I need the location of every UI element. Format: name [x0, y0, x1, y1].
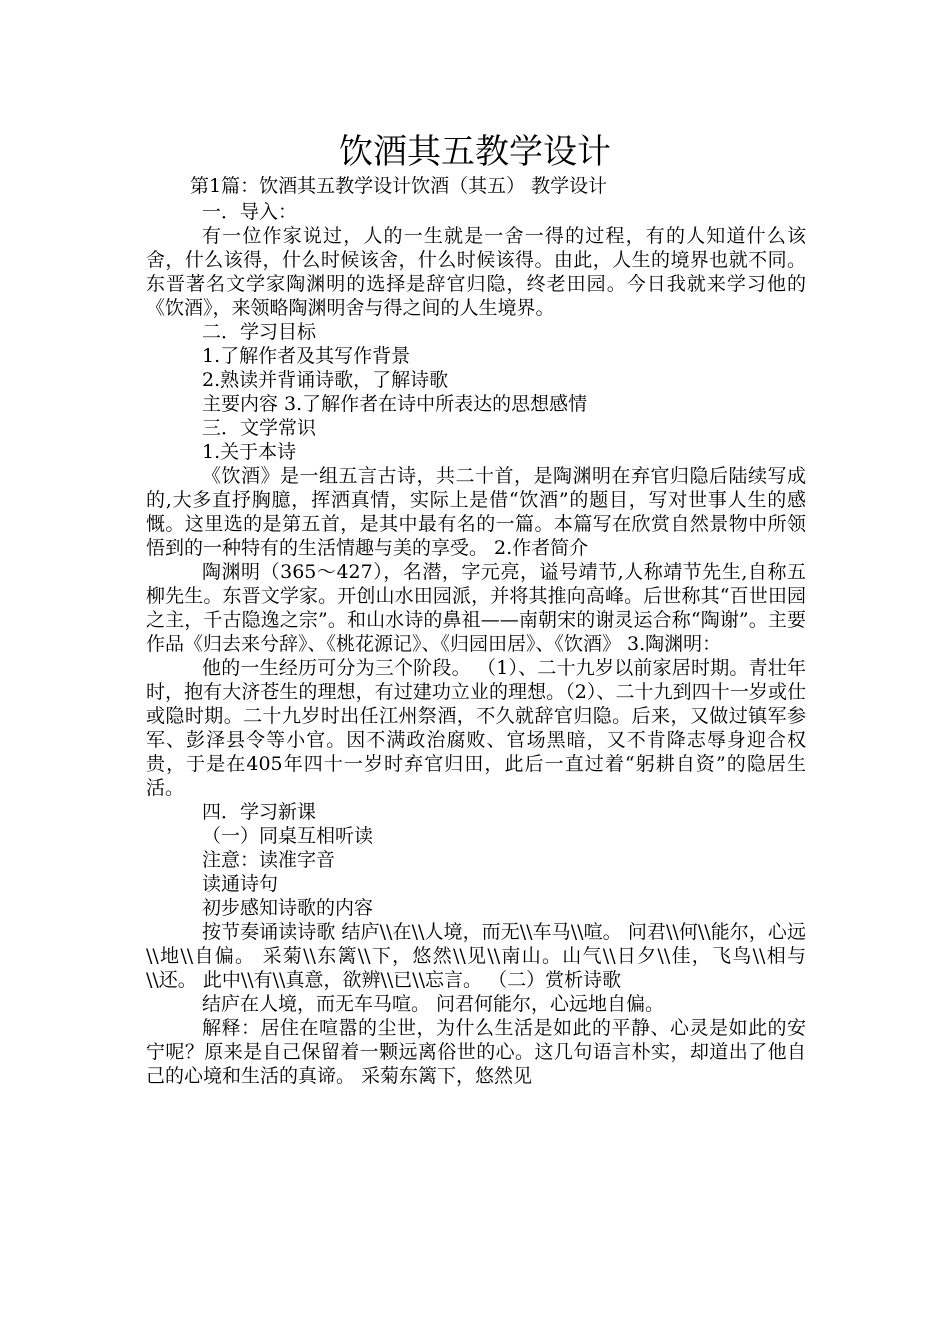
page-title: 饮酒其五教学设计	[339, 132, 611, 172]
paragraph: 注意：读准字音	[202, 849, 336, 871]
paragraph: 他的一生经历可分为三个阶段。 （1）、二十九岁以前家居时期。青壮年时，抱有大济苍生的理想，有过建功立业的理想。（2）、二十九到四十一岁或仕或隐时期。二十九岁时出任江州祭酒，不久就辞官归隐。后来，又做过镇军参军、彭泽县令等小官。因不满政治腐败、官场黑暗，又不肯降志辱身迎合权贵，于是在405年四十一岁时弃官归田，此后一直过着“躬耕自资”的隐居生活。	[146, 657, 806, 799]
paragraph: 结庐在人境，而无车马喧。 问君何能尔，心远地自偏。	[202, 993, 665, 1015]
paragraph: 按节奏诵读诗歌 结庐\\在\\人境，而无\\车马\\喧。 问君\\何\\能尔，心远\\地\\自偏。 采菊\\东篱\\下，悠然\\见\\南山。山气\\日夕\\佳，飞鸟\\相与\\还。 此中\\有\\真意，欲辨\\已\\忘言。 （二）赏析诗歌	[146, 921, 806, 991]
paragraph: 有一位作家说过，人的一生就是一舍一得的过程，有的人知道什么该舍，什么该得，什么时候该舍，什么时候该得。由此，人生的境界也就不同。东晋著名文学家陶渊明的选择是辞官归隐，终老田园。今日我就来学习他的《饮酒》，来领略陶渊明舍与得之间的人生境界。	[146, 225, 806, 319]
paragraph: 主要内容 3.了解作者在诗中所表达的思想感情	[202, 393, 588, 415]
document-subtitle: 第1篇：饮酒其五教学设计饮酒（其五） 教学设计	[190, 175, 608, 197]
paragraph: 初步感知诗歌的内容	[202, 897, 374, 919]
paragraph: 陶渊明（365～427），名潜，字元亮，谥号靖节,人称靖节先生,自称五柳先生。东晋文学家。开创山水田园派，并将其推向高峰。后世称其“百世田园之主，千古隐逸之宗”。和山水诗的鼻祖——南朝宋的谢灵运合称“陶谢”。主要作品《归去来兮辞》、《桃花源记》、《归园田居》、《饮酒》 3.陶渊明：	[146, 561, 806, 655]
paragraph: 2.熟读并背诵诗歌，了解诗歌	[202, 369, 449, 391]
paragraph: 三．文学常识	[202, 417, 317, 439]
paragraph: 《饮酒》是一组五言古诗，共二十首，是陶渊明在弃官归隐后陆续写成的,大多直抒胸臆，挥洒真情，实际上是借“饮酒”的题目，写对世事人生的感慨。这里选的是第五首，是其中最有名的一篇。本篇写在欣赏自然景物中所领悟到的一种特有的生活情趣与美的享受。 2.作者简介	[146, 465, 806, 559]
document-body	[146, 200, 806, 1088]
paragraph: 二．学习目标	[202, 321, 317, 343]
paragraph: 一．导入：	[202, 201, 298, 223]
paragraph: 四．学习新课	[202, 801, 317, 823]
paragraph: 读通诗句	[202, 873, 279, 895]
paragraph: （一）同桌互相听读	[202, 825, 374, 847]
paragraph: 1.了解作者及其写作背景	[202, 345, 411, 367]
paragraph: 解释：居住在喧嚣的尘世，为什么生活是如此的平静、心灵是如此的安宁呢？原来是自己保留着一颗远离俗世的心。这几句语言朴实，却道出了他自己的心境和生活的真谛。 采菊东篱下，悠然见	[146, 1017, 806, 1087]
paragraph: 1.关于本诗	[202, 441, 297, 463]
